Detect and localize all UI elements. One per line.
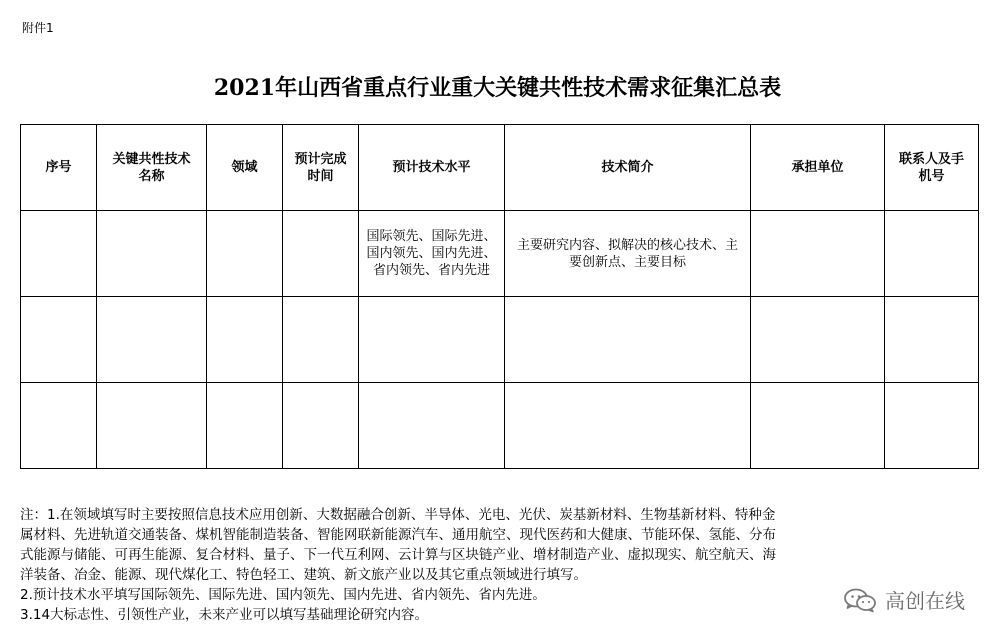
table-cell: [97, 297, 207, 383]
header-text: 序号: [45, 160, 72, 175]
tech-intro-cell: [505, 211, 751, 297]
table-cell: [21, 211, 97, 297]
note-line: 式能源与储能、可再生能源、复合材料、量子、下一代互利网、云计算与区块链产业、增材制造产业、虚拟现实、航空航天、海: [20, 547, 776, 563]
table-cell: [751, 211, 885, 297]
header-text: 联系人及手: [898, 151, 964, 167]
header-cell-undertaker: [751, 125, 885, 211]
tech-intro-line: 要创新点、主要目标: [568, 254, 686, 270]
header-text: 关键共性技术: [112, 151, 191, 167]
header-text: 时间: [307, 168, 334, 184]
table-row: [21, 297, 979, 383]
summary-table: [20, 124, 979, 469]
table-row: [21, 211, 979, 297]
header-cell-field: [207, 125, 283, 211]
table-cell: [885, 211, 979, 297]
header-text: 预计完成: [294, 151, 347, 167]
tech-intro-line: 主要研究内容、拟解决的核心技术、主: [516, 237, 738, 253]
table-cell: [751, 383, 885, 469]
table-cell: [207, 297, 283, 383]
watermark: [843, 585, 965, 614]
header-cell-seq: [21, 125, 97, 211]
tech-level-line: 省内领先、省内先进: [372, 263, 490, 278]
watermark-text: 高创在线: [885, 589, 965, 613]
header-text: 预计技术水平: [392, 160, 471, 175]
note-line: 2.预计技术水平填写国际领先、国际先进、国内领先、国内先进、省内领先、省内先进。: [20, 587, 546, 603]
header-text: 名称: [138, 168, 165, 184]
table-cell: [283, 383, 359, 469]
header-cell-tech-level: [359, 125, 505, 211]
tech-level-cell: [359, 211, 505, 297]
table-cell: [207, 211, 283, 297]
note-line: 属材料、先进轨道交通装备、煤机智能制造装备、智能网联新能源汽车、通用航空、现代医药和大健康、节能环保、氢能、分布: [20, 527, 776, 543]
table-cell: [885, 297, 979, 383]
table-cell: [283, 211, 359, 297]
table-cell: [207, 383, 283, 469]
tech-level-line: 国际领先、国际先进、: [366, 229, 497, 244]
table-cell: [751, 297, 885, 383]
note-line: 洋装备、冶金、能源、现代煤化工、特色轻工、建筑、新文旅产业以及其它重点领域进行填写。: [20, 567, 587, 583]
header-row: [21, 125, 979, 211]
header-cell-contact: [885, 125, 979, 211]
table-cell: [505, 383, 751, 469]
table-cell: [21, 297, 97, 383]
page-title: 2021年山西省重点行业重大关键共性技术需求征集汇总表: [213, 75, 782, 101]
header-text: 领域: [231, 160, 258, 175]
table-cell: [885, 383, 979, 469]
note-line: 3.14大标志性、引领性产业，未来产业可以填写基础理论研究内容。: [20, 607, 429, 623]
table-cell: [359, 297, 505, 383]
header-text: 承担单位: [791, 160, 844, 175]
wechat-icon: [843, 587, 877, 613]
header-cell-tech-name: [97, 125, 207, 211]
header-text: 机号: [918, 168, 945, 184]
tech-level-line: 国内领先、国内先进、: [366, 246, 497, 261]
notes: [20, 505, 975, 625]
table-cell: [97, 383, 207, 469]
table-cell: [21, 383, 97, 469]
header-cell-completion-time: [283, 125, 359, 211]
note-line: 注：1.在领域填写时主要按照信息技术应用创新、大数据融合创新、半导体、光电、光伏、炭基新材料、生物基新材料、特种金: [20, 507, 776, 523]
attachment-label: 附件1: [22, 21, 54, 35]
table-cell: [359, 383, 505, 469]
table-row: [21, 383, 979, 469]
header-cell-tech-intro: [505, 125, 751, 211]
table-cell: [97, 211, 207, 297]
table-cell: [505, 297, 751, 383]
header-text: 技术简介: [601, 160, 654, 175]
table-cell: [283, 297, 359, 383]
